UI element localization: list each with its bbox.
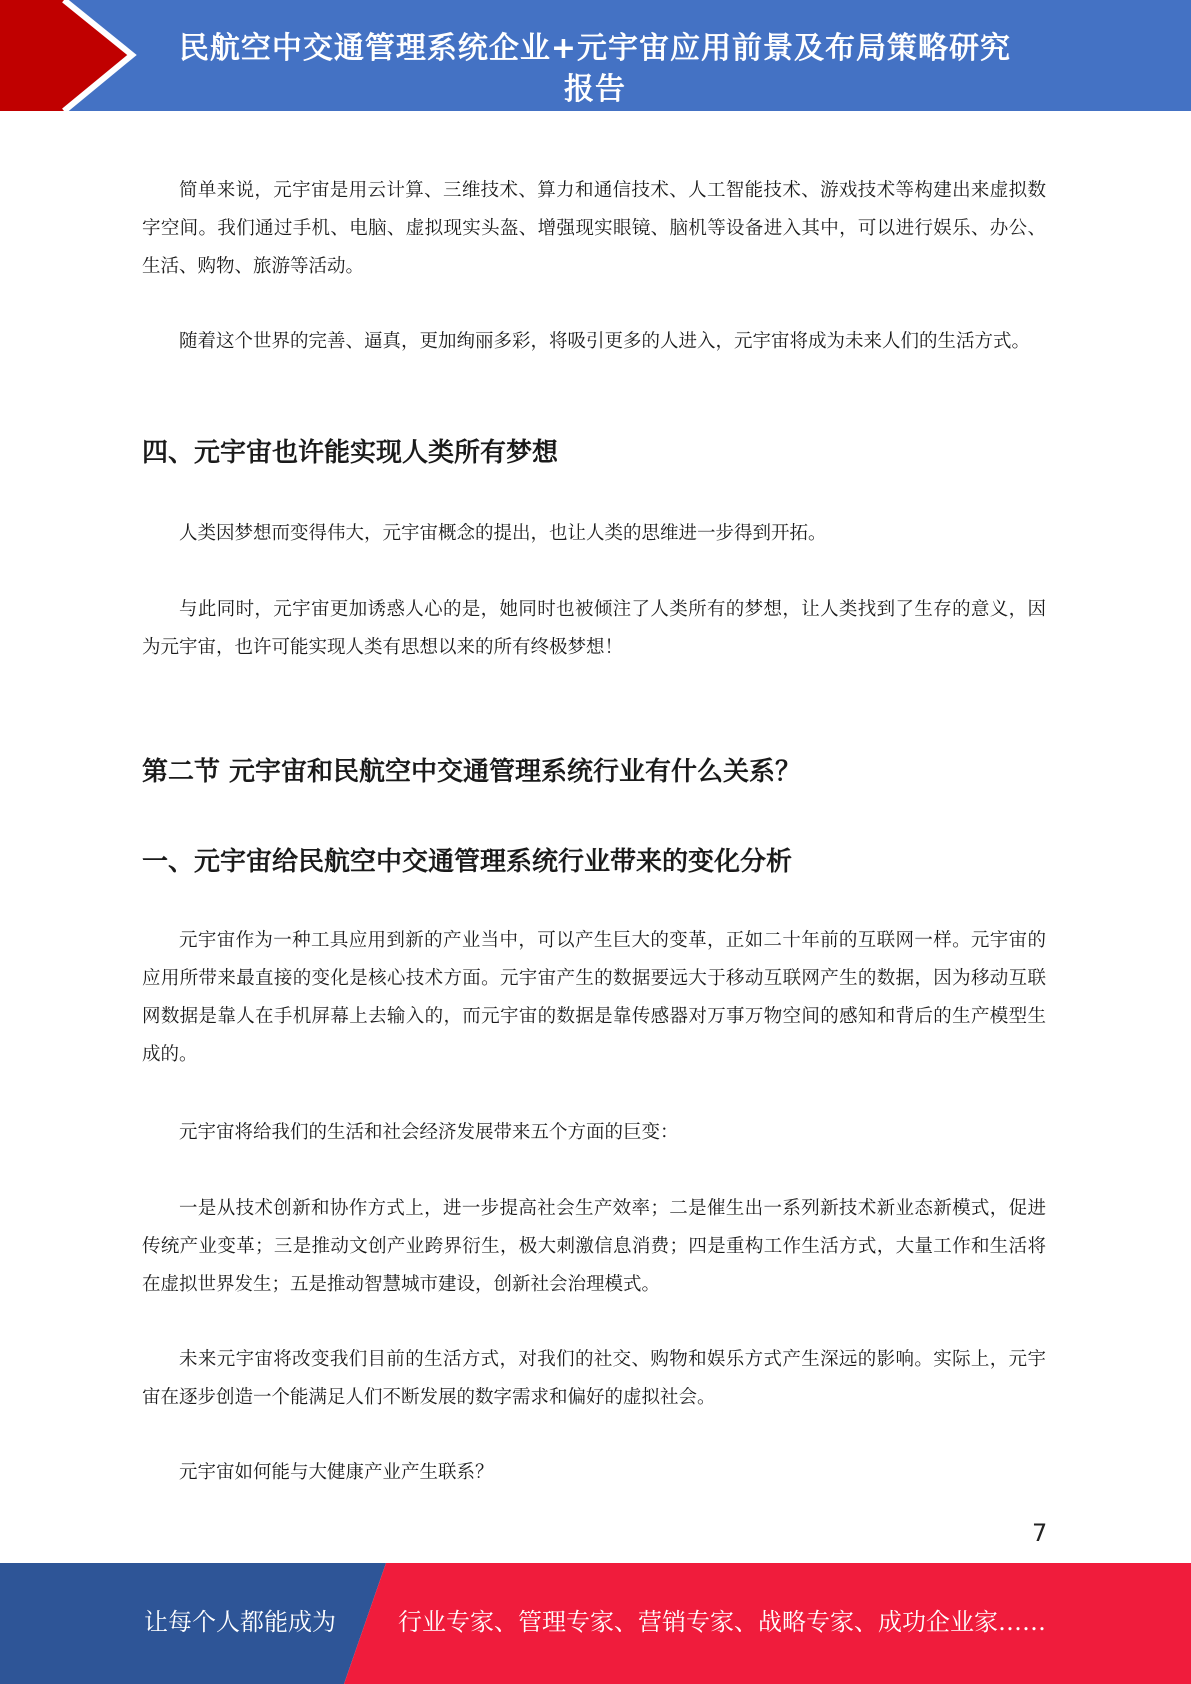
section-heading-dreams: 四、元宇宙也许能实现人类所有梦想 [142, 438, 559, 468]
paragraph-five-changes-list: 一是从技术创新和协作方式上，进一步提高社会生产效率；二是催生出一系列新技术新业态新模式，促进传统产业变革；三是推动文创产业跨界衍生，极大刺激信息消费；四是重构工作生活方式，大量工作和生活将在虚拟世界发生；五是推动智慧城市建设，创新社会治理模式。 [142, 1198, 1046, 1295]
paragraph-metaverse-definition: 简单来说，元宇宙是用云计算、三维技术、算力和通信技术、人工智能技术、游戏技术等构建出来虚拟数字空间。我们通过手机、电脑、虚拟现实头盔、增强现实眼镜、脑机等设备进入其中，可以进行娱乐、办公、生活、购物、旅游等活动。 [142, 180, 1046, 277]
paragraph-future-lifestyle: 随着这个世界的完善、逼真，更加绚丽多彩，将吸引更多的人进入，元宇宙将成为未来人们的生活方式。 [179, 331, 1031, 352]
chapter-section-heading: 第二节 元宇宙和民航空中交通管理系统行业有什么关系？ [142, 757, 802, 787]
footer-slogan-right: 行业专家、管理专家、营销专家、战略专家、成功企业家…… [398, 1608, 1046, 1636]
paragraph-five-changes-intro: 元宇宙将给我们的生活和社会经济发展带来五个方面的巨变： [179, 1122, 679, 1143]
paragraph-health-question: 元宇宙如何能与大健康产业产生联系？ [179, 1462, 494, 1483]
page-header [0, 0, 1191, 111]
paragraph-meaning-of-life: 与此同时，元宇宙更加诱惑人心的是，她同时也被倾注了人类所有的梦想，让人类找到了生存的意义，因为元宇宙，也许可能实现人类有思想以来的所有终极梦想！ [142, 599, 1046, 658]
report-title [150, 28, 1040, 110]
subsection-heading-changes: 一、元宇宙给民航空中交通管理系统行业带来的变化分析 [142, 847, 793, 877]
paragraph-future-social: 未来元宇宙将改变我们目前的生活方式，对我们的社交、购物和娱乐方式产生深远的影响。实际上，元宇宙在逐步创造一个能满足人们不断发展的数字需求和偏好的虚拟社会。 [142, 1349, 1046, 1408]
paragraph-human-dreams: 人类因梦想而变得伟大，元宇宙概念的提出，也让人类的思维进一步得到开拓。 [179, 523, 827, 544]
page-number: 7 [1032, 1519, 1048, 1547]
paragraph-industry-change: 元宇宙作为一种工具应用到新的产业当中，可以产生巨大的变革，正如二十年前的互联网一样。元宇宙的应用所带来最直接的变化是核心技术方面。元宇宙产生的数据要远大于移动互联网产生的数据，因为移动互联网数据是靠人在手机屏幕上去输入的，而元宇宙的数据是靠传感器对万事万物空间的感知和背后的生产模型生成的。 [142, 930, 1046, 1065]
page-footer [0, 1563, 1191, 1684]
report-title-line-2: 报告 [564, 72, 626, 107]
report-title-line-1: 民航空中交通管理系统企业+元宇宙应用前景及布局策略研究 [178, 31, 1012, 66]
footer-slogan-left: 让每个人都能成为 [144, 1608, 336, 1636]
